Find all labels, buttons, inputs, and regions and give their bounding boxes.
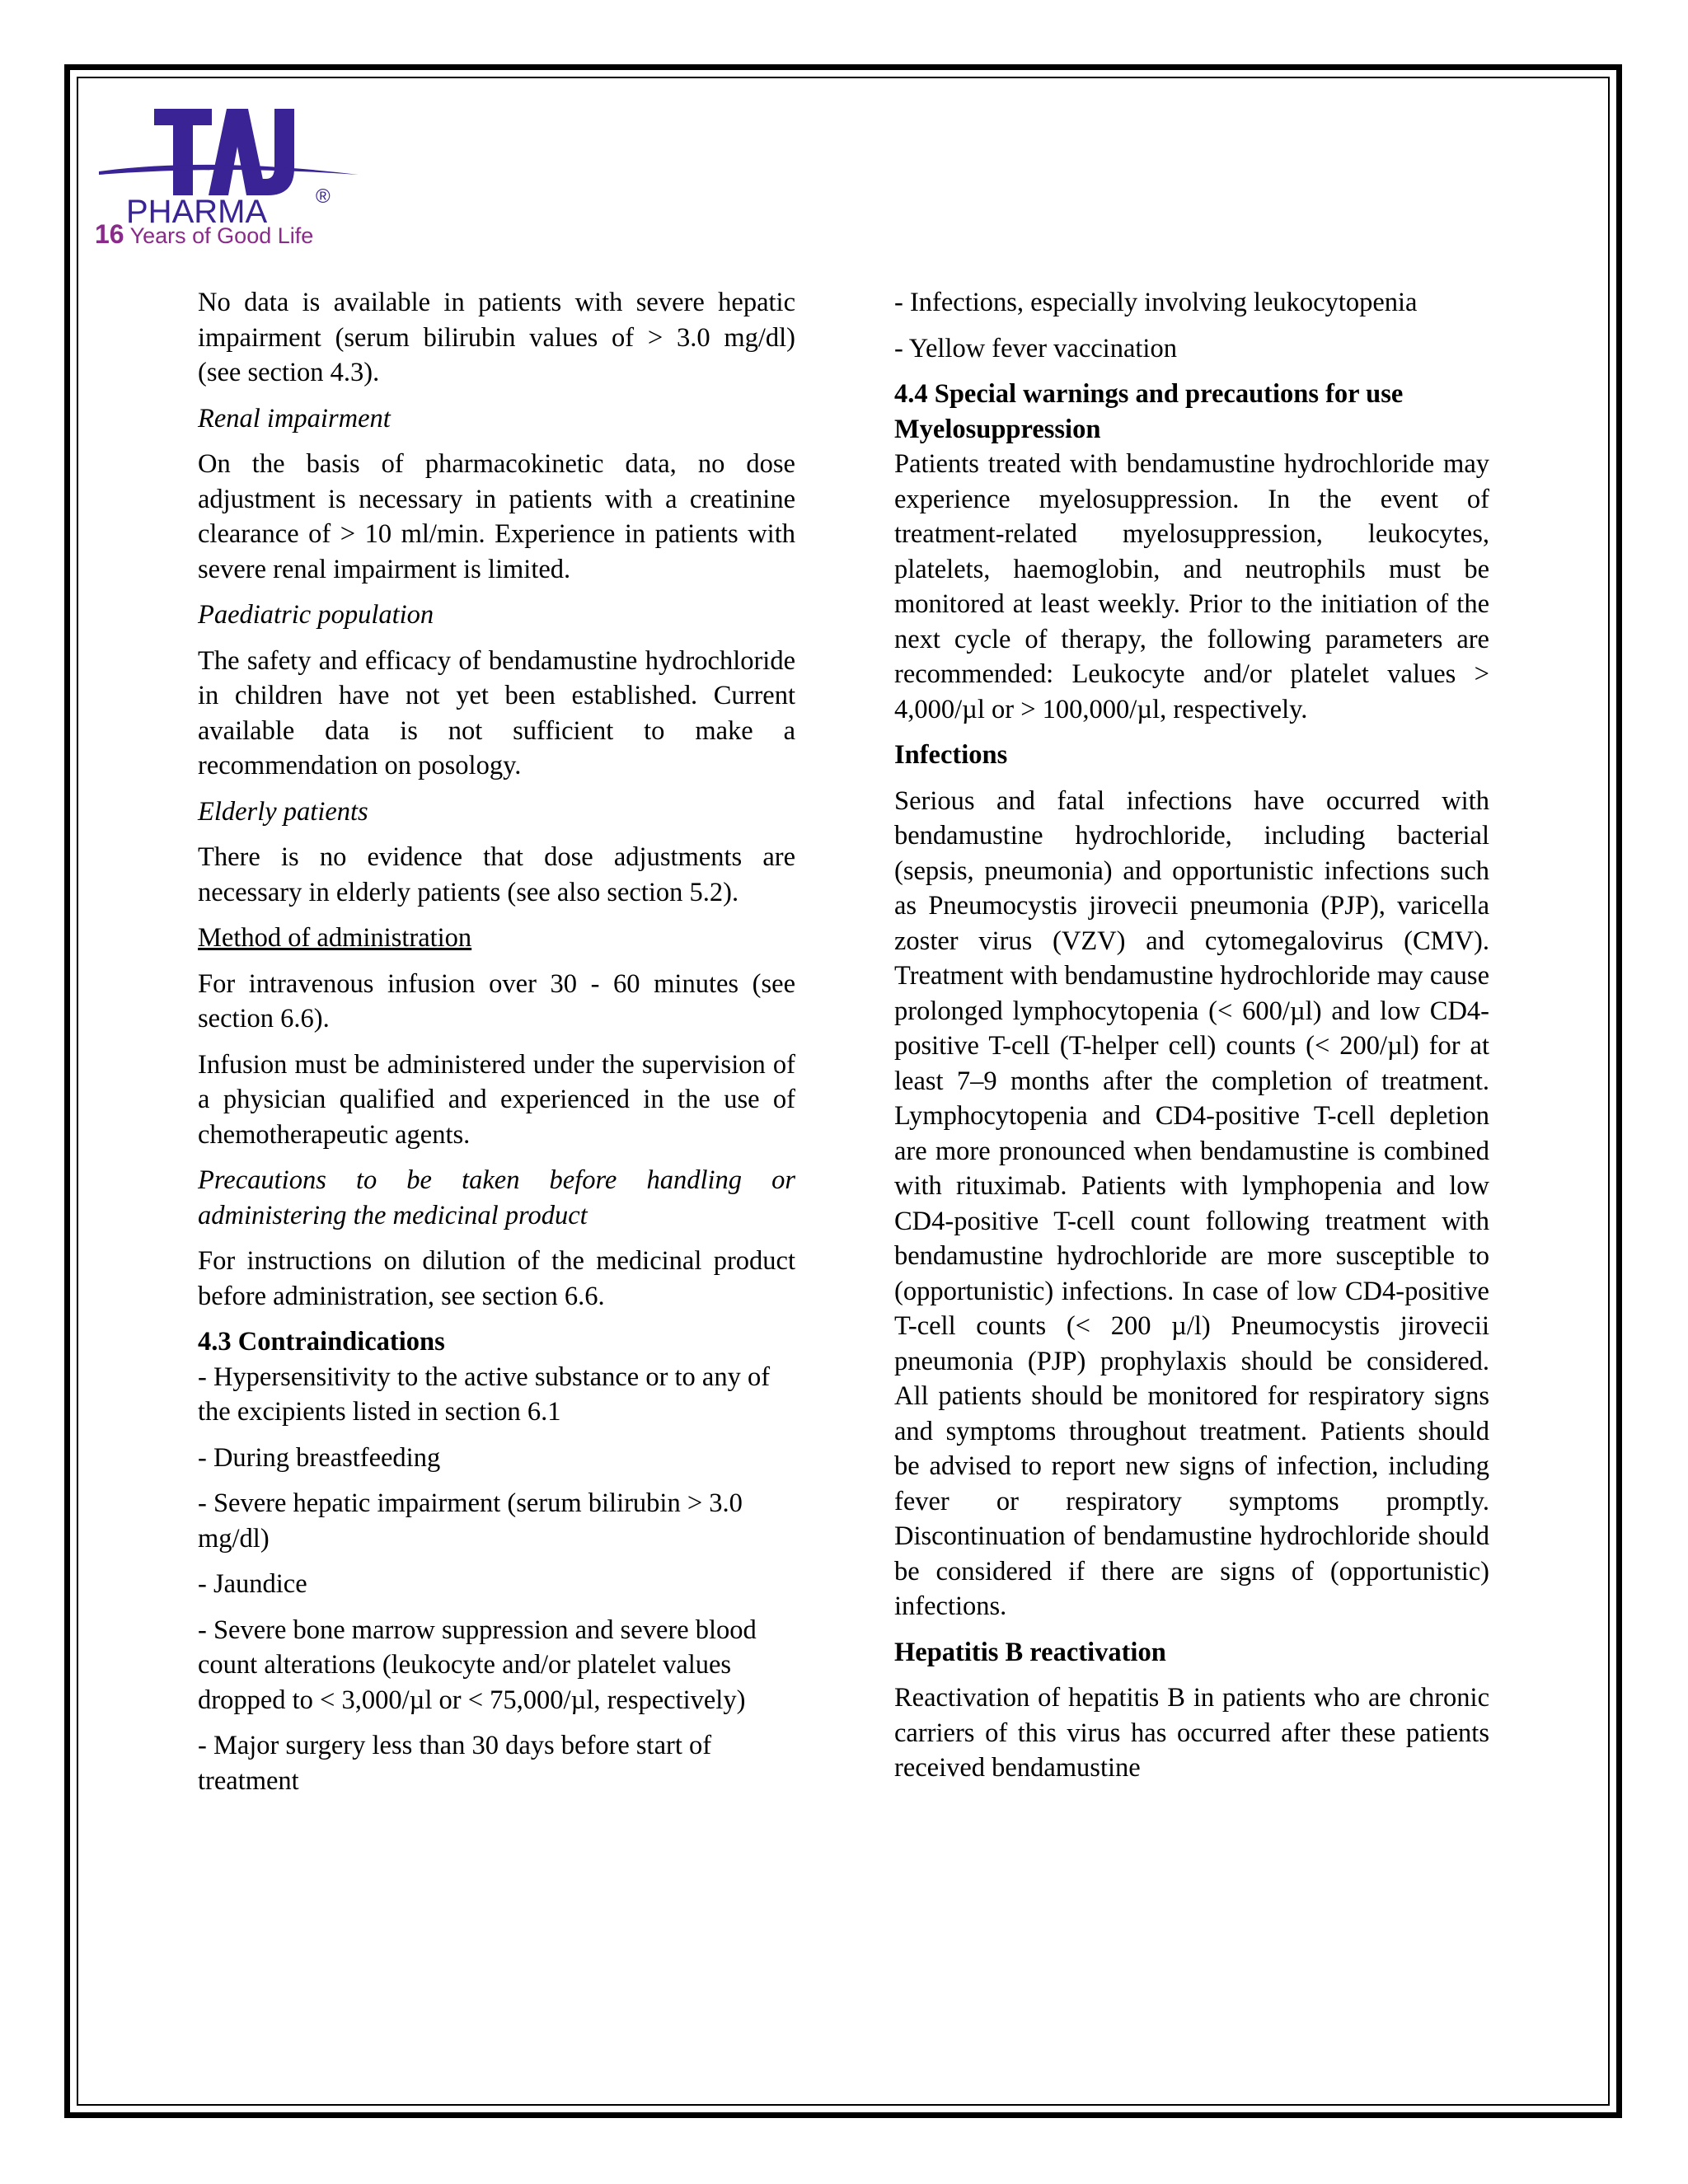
contra-item: - Severe bone marrow suppression and severe blood count alterations (leukocyte and/or platelet values dropped to < 3,000/µl or < 75,000/µl, respectively) xyxy=(198,1615,757,1715)
infusion-paragraph: Infusion must be administered under the supervision of a physician qualified and experienced in the use of chemotherapeutic agents. xyxy=(198,1049,795,1150)
special-warnings-heading: 4.4 Special warnings and precautions for use xyxy=(894,379,1404,409)
contra-item: - During breastfeeding xyxy=(198,1442,441,1473)
elderly-heading: Elderly patients xyxy=(198,796,368,827)
renal-impairment-paragraph: On the basis of pharmacokinetic data, no dose adjustment is necessary in patients with a creatinine clearance of > 10 ml/min. Experience in patients with severe renal impairment is limited. xyxy=(198,449,795,584)
myelosuppression-paragraph: Patients treated with bendamustine hydrochloride may experience myelosuppression. In the event of treatment-related myelosuppression, leukocytes, platelets, haemoglobin, and neutrophils must be monitored at least weekly. Prior to the initiation of the next cycle of therapy, the following parameters are recommended: Leukocyte and/or platelet values > 4,000/µl or > 100,000/µl, respectively. xyxy=(894,449,1489,724)
logo-registered-mark: ® xyxy=(316,185,331,208)
paediatric-paragraph: The safety and efficacy of bendamustine hydrochloride in children have not yet been established. Current available data is not sufficient to make a recommendation on posology. xyxy=(198,645,795,780)
method-heading: Method of administration xyxy=(198,923,472,953)
contraindications-heading: 4.3 Contraindications xyxy=(198,1327,445,1357)
contra-item: - Severe hepatic impairment (serum bilirubin > 3.0 mg/dl) xyxy=(198,1488,743,1554)
logo-t-stem xyxy=(173,109,193,195)
logo-years-text: Years of Good Life xyxy=(129,223,314,248)
right-column xyxy=(894,285,1489,1797)
precautions-paragraph: For instructions on dilution of the medicinal product before administration, see section 6.6. xyxy=(198,1246,795,1311)
contra-item: - Major surgery less than 30 days before start of treatment xyxy=(198,1731,712,1796)
logo-j xyxy=(261,109,294,195)
myelosuppression-heading: Myelosuppression xyxy=(894,414,1101,444)
hepatic-impairment-paragraph: No data is available in patients with severe hepatic impairment (serum bilirubin values of > 3.0 mg/dl) (see section 4.3). xyxy=(198,288,795,387)
method-paragraph: For intravenous infusion over 30 - 60 minutes (see section 6.6). xyxy=(198,968,795,1033)
renal-impairment-heading: Renal impairment xyxy=(198,403,391,434)
paediatric-heading: Paediatric population xyxy=(198,600,434,630)
logo-years-number: 16 xyxy=(95,219,124,249)
left-column xyxy=(198,285,795,1809)
logo-tagline xyxy=(95,219,359,250)
precautions-heading: Precautions to be taken before handling or administering the medicinal product xyxy=(198,1165,795,1230)
logo-pharma-text: PHARMA xyxy=(126,194,268,230)
hepatitis-b-heading: Hepatitis B reactivation xyxy=(894,1637,1166,1667)
logo-a xyxy=(209,109,266,195)
infections-heading: Infections xyxy=(894,740,1008,770)
hepatitis-b-paragraph: Reactivation of hepatitis B in patients who are chronic carriers of this virus has occurred after these patients received bendamustine xyxy=(894,1683,1489,1783)
contra-item: - Jaundice xyxy=(198,1569,307,1599)
contra-item: - Hypersensitivity to the active substance or to any of the excipients listed in section 6.1 xyxy=(198,1361,771,1427)
elderly-paragraph: There is no evidence that dose adjustments are necessary in elderly patients (see also section 5.2). xyxy=(198,842,795,907)
infections-paragraph: Serious and fatal infections have occurred with bendamustine hydrochloride, including bacterial (sepsis, pneumonia) and opportunistic infections such as Pneumocystis jirovecii pneumonia (PJP), varicella zoster virus (VZV) and cytomegalovirus (CMV). Treatment with bendamustine hydrochloride may cause prolonged lymphocytopenia (< 600/µl) and low CD4-positive T-cell (T-helper cell) counts (< 200/µl) for at least 7–9 months after the completion of treatment. Lymphocytopenia and CD4-positive T-cell depletion are more pronounced when bendamustine is combined with rituximab. Patients with lymphopenia and low CD4-positive T-cell count following treatment with bendamustine hydrochloride are more susceptible to (opportunistic) infections. In case of low CD4-positive T-cell counts (< 200 µ/l) Pneumocystis jirovecii pneumonia (PJP) prophylaxis should be considered. All patients should be monitored for respiratory signs and symptoms throughout treatment. Patients should be advised to report new signs of infection, including fever or respiratory symptoms promptly. Discontinuation of bendamustine hydrochloride should be considered if there are signs of (opportunistic) infections. xyxy=(894,785,1489,1621)
contra-item: - Infections, especially involving leukocytopenia xyxy=(894,288,1418,317)
contra-item: - Yellow fever vaccination xyxy=(894,333,1177,363)
